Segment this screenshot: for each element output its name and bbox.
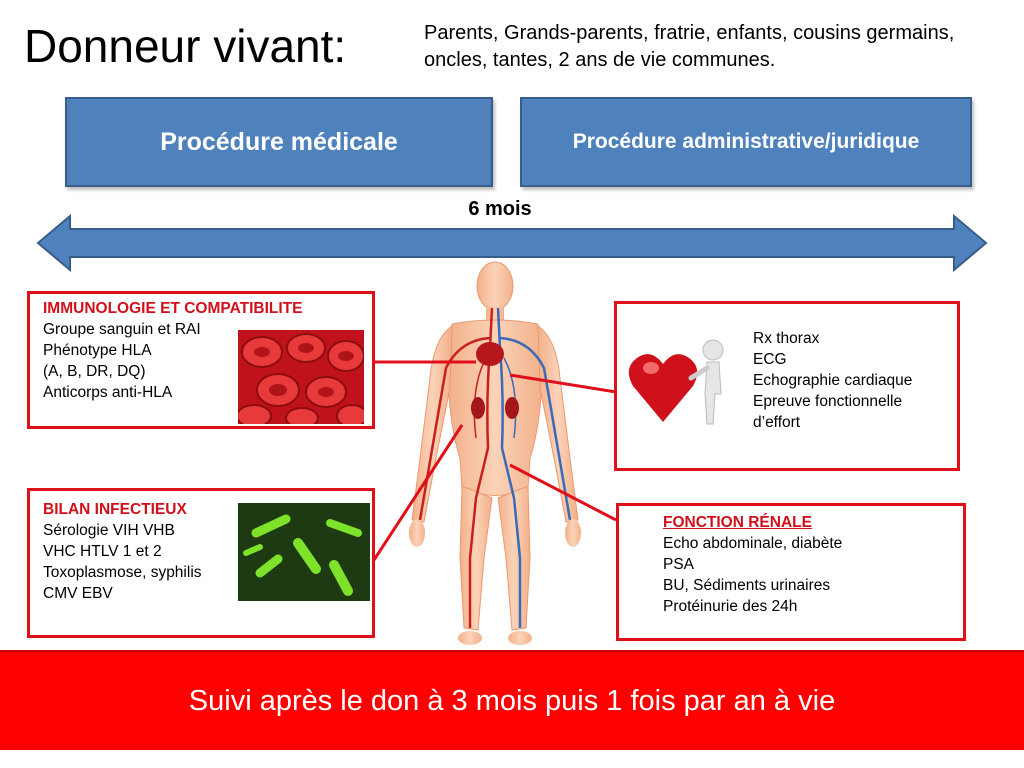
cardio-line: Epreuve fonctionnelle (753, 393, 903, 410)
heart-figure-image (623, 334, 741, 430)
donor-description: Parents, Grands-parents, fratrie, enfants, cousins germains, oncles, tantes, 2 ans de vie communes. (424, 22, 955, 71)
immunology-line: Groupe sanguin et RAI (43, 321, 201, 338)
renal-box (616, 503, 966, 641)
page-title: Donneur vivant: (24, 20, 347, 72)
admin-procedure-label: Procédure administrative/juridique (572, 130, 920, 153)
cardio-line: ECG (753, 351, 787, 368)
infection-heading: BILAN INFECTIEUX (43, 501, 187, 518)
infection-line: Sérologie VIH VHB (43, 522, 175, 539)
infection-line: VHC HTLV 1 et 2 (43, 543, 162, 560)
cardio-line: Echographie cardiaque (753, 372, 913, 389)
infection-line: Toxoplasmose, syphilis (43, 564, 202, 581)
medical-procedure-label: Procédure médicale (160, 127, 398, 156)
cardio-box (614, 301, 960, 471)
cardio-line: Rx thorax (753, 330, 820, 347)
follow-up-text: Suivi après le don à 3 mois puis 1 fois par an à vie (188, 684, 836, 717)
immunology-line: Phénotype HLA (43, 342, 152, 359)
renal-line: BU, Sédiments urinaires (663, 577, 831, 594)
renal-line: Echo abdominale, diabète (663, 535, 843, 552)
cardio-line: d’effort (753, 414, 801, 431)
infection-line: CMV EBV (43, 585, 113, 602)
duration-label: 6 mois (468, 198, 532, 220)
renal-line: PSA (663, 556, 695, 573)
follow-up-banner (0, 650, 1024, 750)
immunology-line: (A, B, DR, DQ) (43, 363, 146, 380)
renal-heading: FONCTION RÉNALE (663, 514, 812, 531)
bacteria-image (238, 503, 370, 601)
red-blood-cells-image (238, 330, 364, 424)
immunology-heading: IMMUNOLOGIE ET COMPATIBILITE (43, 300, 303, 317)
renal-line: Protéinurie des 24h (663, 598, 798, 615)
infection-box (27, 488, 375, 638)
immunology-box (27, 291, 375, 429)
immunology-line: Anticorps anti-HLA (43, 384, 173, 401)
